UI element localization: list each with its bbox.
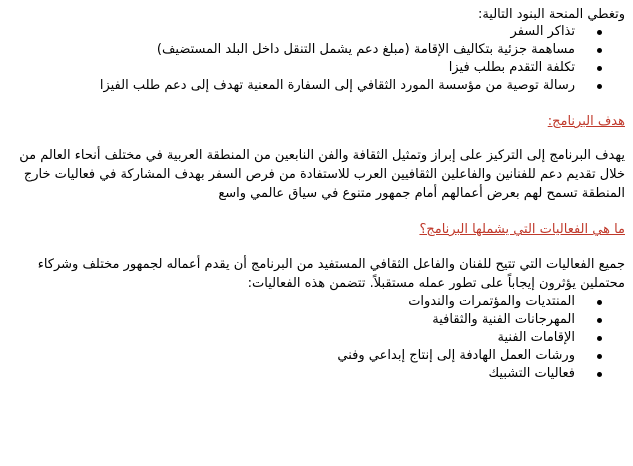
list-item-text: الإقامات الفنية	[497, 330, 575, 345]
activities-list	[6, 293, 625, 383]
list-item-text: رسالة توصية من مؤسسة المورد الثقافي إلى السفارة المعنية تهدف إلى دعم طلب الفيزا	[99, 78, 575, 93]
list-item-text: فعاليات التشبيك	[488, 366, 575, 381]
list-item	[6, 59, 625, 77]
activities-heading: ما هي الفعاليات التي يشملها البرنامج؟	[419, 222, 625, 237]
paragraph-line: خلال تقديم دعم للفنانين والفاعلين الثقافيين العرب للاستفادة من فرص السفر بهدف المشاركة في فعاليات خارج	[23, 167, 625, 182]
list-item	[6, 329, 625, 347]
bullet-icon	[597, 30, 602, 35]
list-item	[6, 23, 625, 41]
list-item-text: تذاكر السفر	[510, 24, 575, 39]
paragraph-line: جميع الفعاليات التي تتيح للفنان والفاعل الثقافي المستفيد من البرنامج أن يقدم أعماله لجمهور مختلف وشركاء	[37, 257, 625, 272]
bullet-icon	[597, 354, 602, 359]
list-item-text: ورشات العمل الهادفة إلى إنتاج إبداعي وفني	[337, 348, 575, 363]
program-goal-paragraph	[6, 146, 625, 203]
bullet-icon	[597, 66, 602, 71]
bullet-icon	[597, 300, 602, 305]
paragraph-line: يهدف البرنامج إلى التركيز على إبراز وتمثيل الثقافة والفن النابعين من المنطقة العربية في مختلف أنحاء العالم من	[19, 148, 625, 163]
bullet-icon	[597, 318, 602, 323]
program-goal-heading: هدف البرنامج:	[547, 114, 625, 129]
bullet-icon	[597, 372, 602, 377]
list-item	[6, 311, 625, 329]
list-item	[6, 347, 625, 365]
bullet-icon	[597, 84, 602, 89]
list-item	[6, 365, 625, 383]
activities-paragraph	[6, 255, 625, 293]
bullet-icon	[597, 336, 602, 341]
bullet-icon	[597, 48, 602, 53]
list-item-text: مساهمة جزئية بتكاليف الإقامة (مبلغ دعم يشمل التنقل داخل البلد المستضيف)	[156, 42, 575, 57]
intro-text: وتغطي المنحة البنود التالية:	[477, 7, 625, 22]
list-item-text: المهرجانات الفنية والثقافية	[432, 312, 575, 327]
list-item	[6, 293, 625, 311]
covered-items-list	[6, 23, 625, 95]
list-item-text: المنتديات والمؤتمرات والندوات	[408, 294, 575, 309]
list-item	[6, 77, 625, 95]
list-item-text: تكلفة التقدم بطلب فيزا	[448, 60, 575, 75]
paragraph-line: محتملين يؤثرون إيجاباً على تطور عمله مستقبلاً. تتضمن هذه الفعاليات:	[247, 276, 625, 291]
paragraph-line: المنطقة تسمح لهم بعرض أعمالهم أمام جمهور متنوع في سياق عالمي واسع	[218, 186, 625, 201]
list-item	[6, 41, 625, 59]
